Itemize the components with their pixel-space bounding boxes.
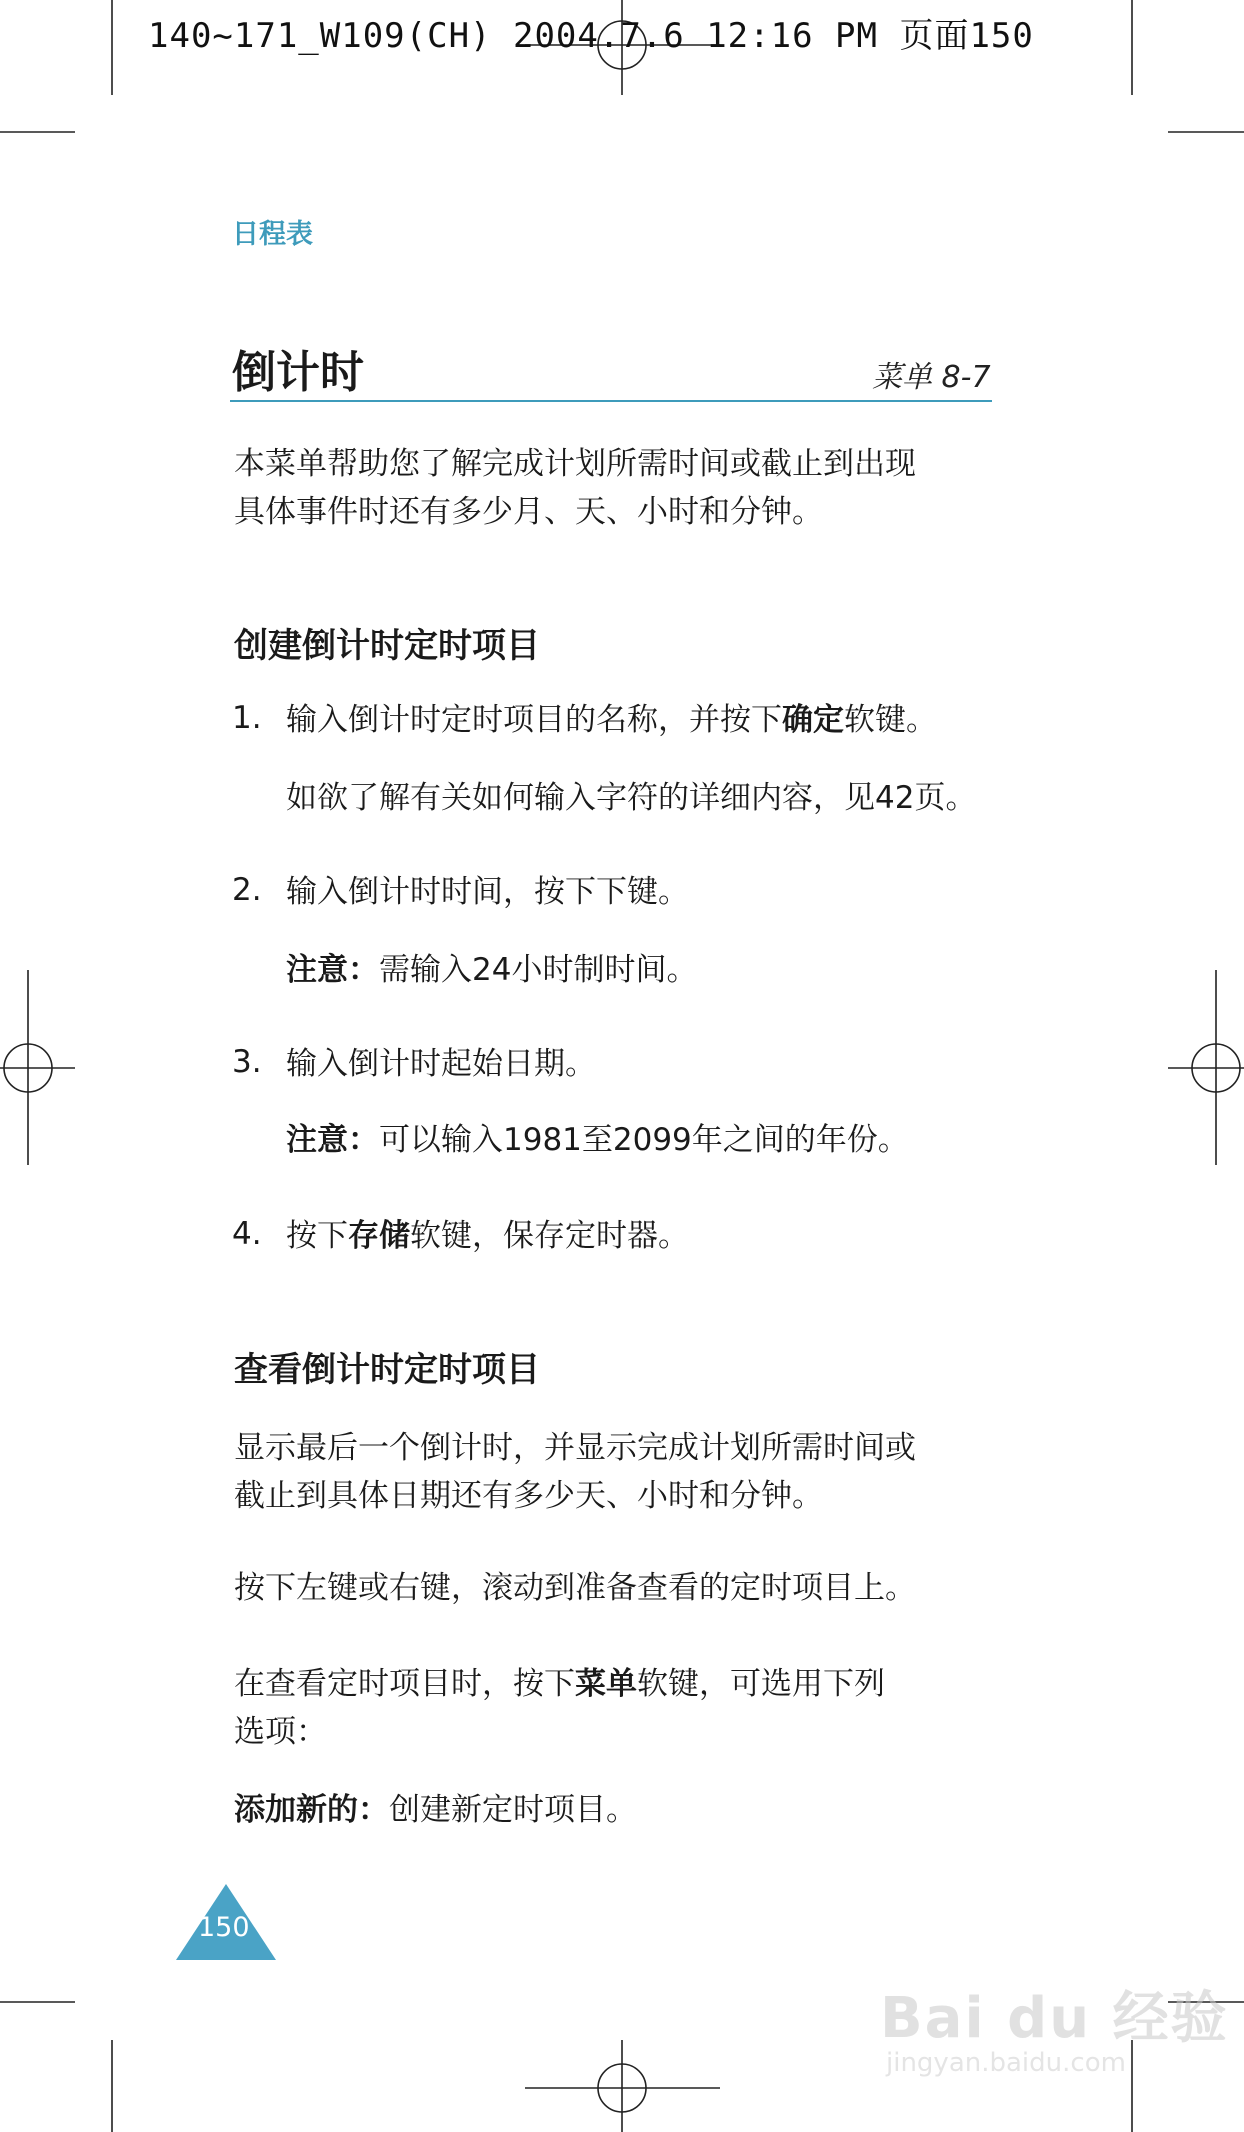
baidu-watermark (880, 1968, 1229, 2088)
view-para-1-line-1: 显示最后一个倒计时，并显示完成计划所需时间或 (234, 1430, 916, 1466)
create-heading: 创建倒计时定时项目 (234, 626, 540, 666)
step-2-number: 2. (232, 872, 262, 908)
view-para-3-line-1: 在查看定时项目时，按下菜单软键，可选用下列 (234, 1666, 885, 1702)
intro-line-1: 本菜单帮助您了解完成计划所需时间或截止到出现 (234, 446, 916, 482)
step-1-note: 如欲了解有关如何输入字符的详细内容，见42页。 (286, 780, 977, 816)
step-1-bold: 确定 (782, 702, 844, 738)
step-1-text: 输入倒计时定时项目的名称，并按下确定软键。 (286, 702, 937, 738)
view-heading: 查看倒计时定时项目 (234, 1350, 540, 1390)
view-para-2: 按下左键或右键，滚动到准备查看的定时项目上。 (234, 1570, 916, 1606)
option-add-new: 添加新的：创建新定时项目。 (234, 1792, 637, 1828)
step-4-number: 4. (232, 1216, 262, 1252)
note-label: 注意： (286, 952, 379, 988)
page-title: 倒计时 (232, 347, 364, 398)
intro-line-2: 具体事件时还有多少月、天、小时和分钟。 (234, 494, 823, 530)
watermark-logo-text: Bai du 经验 (880, 1986, 1229, 2051)
menu-reference: 菜单 8-7 (872, 360, 991, 395)
view-para-3-line-2: 选项： (234, 1714, 327, 1750)
step-3-text: 输入倒计时起始日期。 (286, 1046, 596, 1082)
option-label: 添加新的： (234, 1792, 389, 1828)
step-4-bold: 存储 (348, 1218, 410, 1254)
page-number: 150 (198, 1912, 250, 1943)
step-2-note: 注意：需输入24小时制时间。 (286, 952, 698, 988)
step-3-note: 注意：可以输入1981至2099年之间的年份。 (286, 1122, 909, 1158)
view-para-1-line-2: 截止到具体日期还有多少天、小时和分钟。 (234, 1478, 823, 1514)
menu-bold: 菜单 (575, 1666, 637, 1702)
step-4-text: 按下存储软键，保存定时器。 (286, 1218, 689, 1254)
step-2-text: 输入倒计时时间，按下下键。 (286, 874, 689, 910)
note-label: 注意： (286, 1122, 379, 1158)
print-header: 140~171_W109(CH) 2004.7.6 12:16 PM 页面150 (148, 16, 1034, 56)
section-tag: 日程表 (232, 219, 313, 250)
title-rule (230, 400, 992, 402)
step-3-number: 3. (232, 1044, 262, 1080)
watermark-url: jingyan.baidu.com (886, 2048, 1126, 2078)
step-1-number: 1. (232, 700, 262, 736)
